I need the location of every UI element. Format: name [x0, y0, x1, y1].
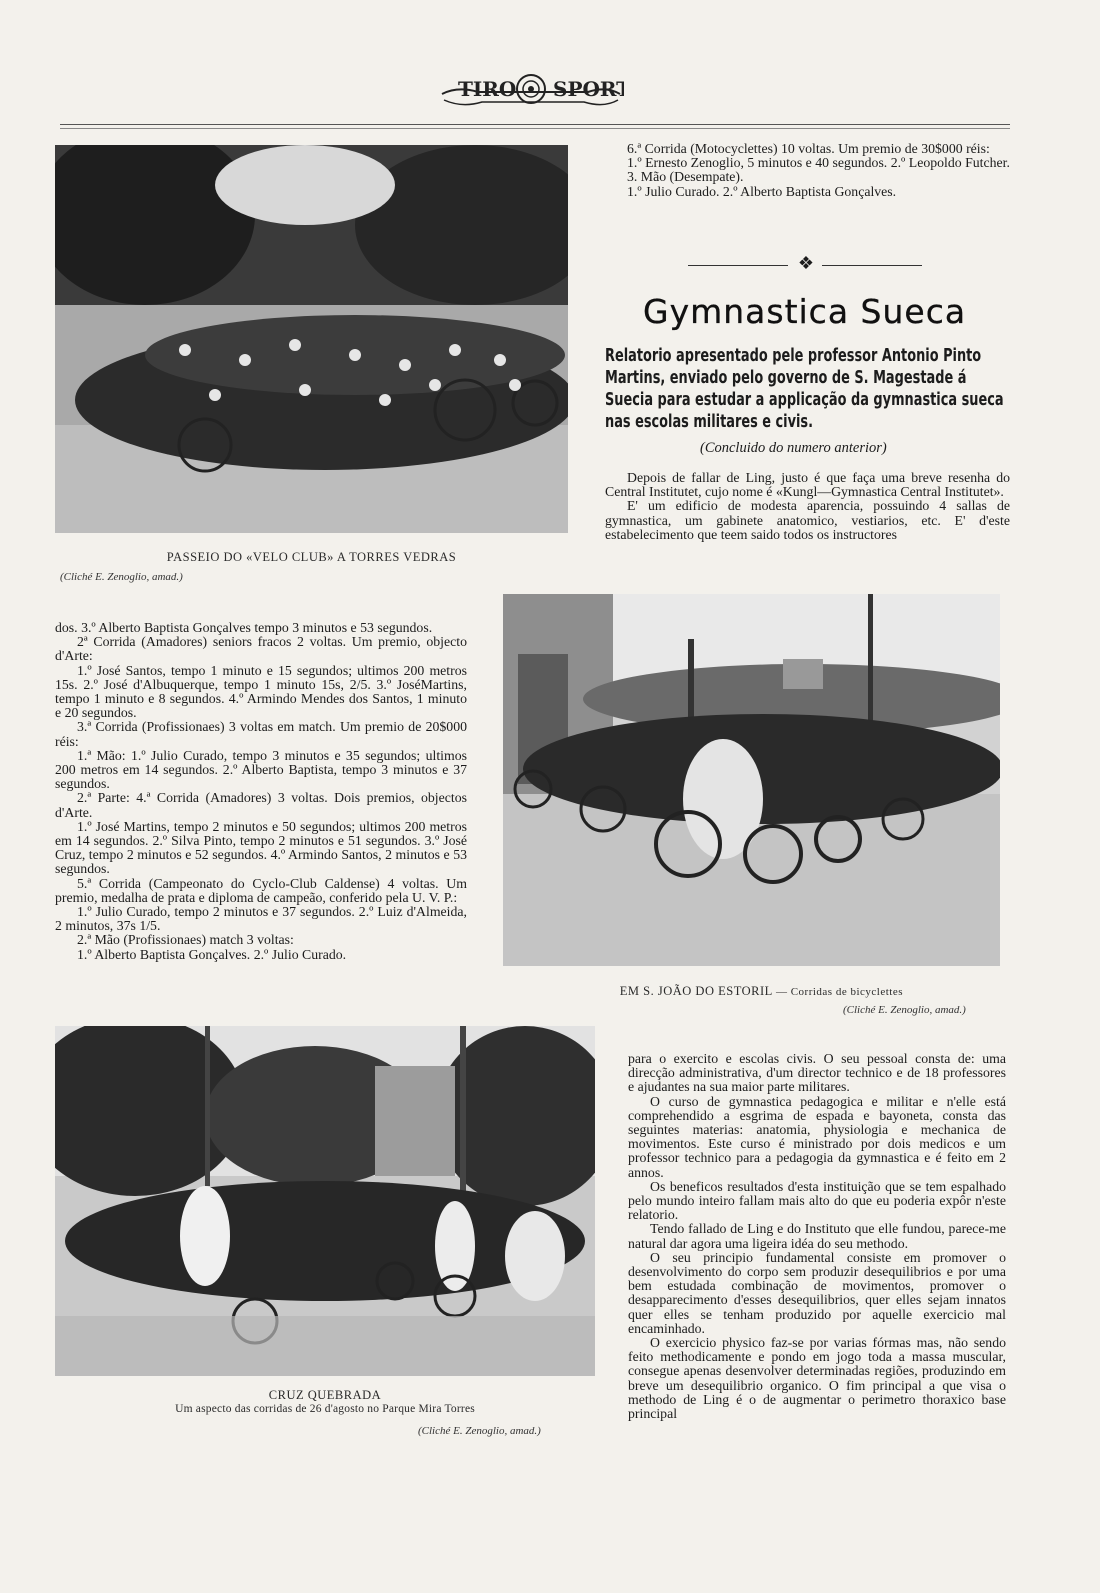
race-paragraph: dos. 3.º Alberto Baptista Gonçalves tempo 3 minutos e 53 segundos.: [55, 620, 433, 635]
race-paragraph: 1.º Alberto Baptista Gonçalves. 2.º Julio Curado.: [77, 946, 347, 962]
divider-right: [822, 265, 922, 266]
credit-cruz-quebrada: (Cliché E. Zenoglio, amad.): [418, 1425, 541, 1437]
photo-velo-club: [55, 145, 568, 533]
svg-text:TIRO: TIRO: [458, 77, 517, 101]
article-continuation: [628, 1052, 1006, 1421]
article-subtitle: Relatorio apresentado pele professor Antonio Pinto Martins, enviado pelo governo de S. Magestade á Suecia para estudar a applicação da gymnastica sueca nas escolas militares e civis.: [605, 346, 1004, 432]
race-results-left: [55, 621, 467, 962]
article-paragraph: Os beneficos resultados d'esta instituição que se tem espalhado pelo mundo inteiro fallam mais alto do que eu poderia expôr n'este relatorio.: [628, 1178, 1006, 1223]
article-paragraph: O exercicio physico faz-se por varias fórmas mas, não sendo feito methodicamente e pondo em jogo toda a massa muscular, consegue apenas desenvolver determinadas regiões, produzindo em breve um desequilibrio organico. O fim principal a que visa o methodo de Ling é o de augmentar o perimetro thoraxico base principal: [628, 1335, 1006, 1422]
svg-text:SPORT: SPORT: [553, 77, 624, 101]
race-paragraph: 1.º José Santos, tempo 1 minuto e 15 segundos; ultimos 200 metros 15s. 2.º José d'Albuquerque, tempo 1 minuto 15s, 2/5. 3.º JoséMartins, tempo 1 minuto e 8 segundos. 4.º Armindo Mendes dos Santos, 1 minuto e 20 segundos.: [55, 662, 467, 721]
caption-cruz-place: CRUZ QUEBRADA: [268, 1388, 382, 1402]
photo-estoril: [503, 594, 1000, 966]
article-title: Gymnastica Sueca: [643, 292, 967, 331]
masthead-logo: [438, 64, 624, 114]
race-results-top: [605, 142, 1010, 199]
credit-estoril: (Cliché E. Zenoglio, amad.): [843, 1004, 966, 1016]
caption-velo-club: PASSEIO DO «VELO CLUB» A TORRES VEDRAS: [166, 550, 457, 564]
article-paragraph: para o exercito e escolas civis. O seu pessoal consta de: uma direcção administrativa, d'um director technico e de 18 professores e ajudantes na sua maior parte militares.: [628, 1051, 1006, 1095]
credit-velo-club: (Cliché E. Zenoglio, amad.): [60, 571, 183, 583]
race-paragraph: 5.ª Corrida (Campeonato do Cyclo-Club Caldense) 4 voltas. Um premio, medalha de prata e diploma de campeão, conferido pela U. V. P.:: [55, 875, 467, 905]
race-paragraph: 2.ª Mão (Profissionaes) match 3 voltas:: [77, 932, 294, 948]
article-paragraph: Depois de fallar de Ling, justo é que faça uma breve resenha do Central Institutet, cujo nome é «Kungl—Gymnastica Central Institutet».: [605, 470, 1010, 500]
article-paragraph: E' um edificio de modesta aparencia, possuindo 4 sallas de gymnastica, um gabinete anatomico, vestiarios, etc. E' d'este estabelecimento que teem saido todos os instructores: [605, 498, 1010, 542]
race-paragraph: 1.º José Martins, tempo 2 minutos e 50 segundos; ultimos 200 metros em 14 segundos. 2.º Silva Pinto, tempo 2 minutos e 51 segundos. 3.º José Cruz, tempo 2 minutos e 52 segundos. 4.º Armindo Santos, 2 minutos e 53 segundos.: [55, 818, 467, 877]
race-paragraph: 2ª Corrida (Amadores) seniors fracos 2 voltas. Um premio, objecto d'Arte:: [55, 634, 467, 664]
masthead-rule-thin: [60, 128, 1010, 129]
race-paragraph: 3.ª Corrida (Profissionaes) 3 voltas em match. Um premio de 20$000 réis:: [55, 719, 467, 749]
caption-cruz-desc: Um aspecto das corridas de 26 d'agosto no Parque Mira Torres: [175, 1403, 475, 1415]
race-6-tiebreak: 3. Mão (Desempate).: [627, 169, 744, 185]
article-intro: [605, 471, 1010, 542]
article-paragraph: Tendo fallado de Ling e do Instituto que elle fundou, parece-me natural dar agora uma ligeira idéa do seu methodo.: [628, 1221, 1006, 1251]
race-paragraph: 2.ª Parte: 4.ª Corrida (Amadores) 3 voltas. Dois premios, objectos d'Arte.: [55, 790, 467, 820]
race-6-result: 1.º Ernesto Zenoglio, 5 minutos e 40 segundos. 2.º Leopoldo Futcher.: [627, 155, 1010, 171]
divider-left: [688, 265, 788, 266]
race-6-tiebreak-result: 1.º Julio Curado. 2.º Alberto Baptista Gonçalves.: [627, 183, 897, 199]
masthead-rule: [60, 124, 1010, 125]
photo-cruz-quebrada: [55, 1026, 595, 1376]
race-paragraph: 1.º Julio Curado, tempo 2 minutos e 37 segundos. 2.º Luiz d'Almeida, 2 minutos, 37s 1/5.: [55, 904, 467, 934]
caption-estoril: [503, 984, 903, 999]
race-6-heading: 6.ª Corrida (Motocyclettes) 10 voltas. Um premio de 30$000 réis:: [627, 141, 990, 156]
article-paragraph: O seu principio fundamental consiste em promover o desenvolvimento do corpo sem produzir desequilibrios e por uma bem estudada combinação de movimentos, promover o desapparecimento d'esses desequilibrios, quer elles sejam innatos quer elles se tenham produzido por aquelle exercicio mal encaminhado.: [628, 1249, 1006, 1336]
article-paragraph: O curso de gymnastica pedagogica e militar e n'elle está comprehendido a esgrima de espada e bayoneta, consta das seguintes materias: anatomia, physiologia e mechanica de movimentos. Este curso é ministrado por dois medicos e um professor technico para a pedagogia da gymnastica e é feito em 2 annos.: [628, 1093, 1006, 1180]
caption-estoril-desc: — Corridas de bicyclettes: [775, 986, 903, 998]
race-paragraph: 1.ª Mão: 1.º Julio Curado, tempo 3 minutos e 35 segundos; ultimos 200 metros em 14 segundos. 2.º Alberto Baptista, tempo 3 minutos e 37 segundos.: [55, 747, 467, 792]
caption-estoril-place: EM S. JOÃO DO ESTORIL: [619, 984, 773, 998]
ornament-icon: ❖: [797, 253, 815, 273]
caption-cruz-quebrada: [55, 1388, 595, 1415]
article-continued: (Concluido do numero anterior): [700, 440, 887, 456]
